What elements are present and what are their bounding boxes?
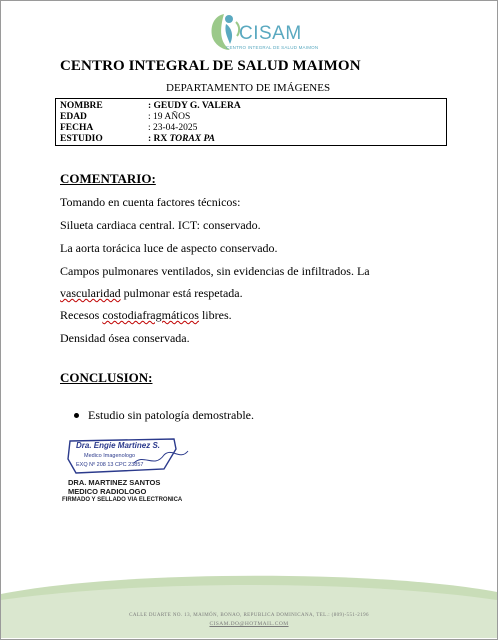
date-label: FECHA <box>60 123 94 133</box>
department-title: DEPARTAMENTO DE IMÁGENES <box>166 82 331 94</box>
age-label: EDAD <box>60 112 87 122</box>
cisam-logo <box>202 10 319 54</box>
footer-address: CALLE DUARTE NO. 13, MAIMÓN, BONAO, REPUBLICA DOMINICANA, TEL.: (809)-551-2196 <box>129 613 369 618</box>
bullet-icon <box>74 413 79 418</box>
name-value: : GEUDY G. VALERA <box>148 101 241 111</box>
study-value-italic: TORAX PA <box>169 134 215 144</box>
logo-subtitle: CENTRO INTEGRAL DE SALUD MAIMON <box>226 45 319 50</box>
stamp-id: EXQ Nº 208 13 CPC 23857 <box>76 462 144 468</box>
stamp-role: Medico Imagenologo <box>84 453 136 459</box>
center-title: CENTRO INTEGRAL DE SALUD MAIMON <box>60 58 361 74</box>
footer-email[interactable]: CISAM.DO@HOTMAIL.COM <box>209 621 289 627</box>
footer-wave <box>1 570 497 638</box>
comment-heading: COMENTARIO: <box>60 171 156 186</box>
logo-text: CISAM <box>239 23 302 44</box>
study-label: ESTUDIO <box>60 134 103 144</box>
name-label: NOMBRE <box>60 101 103 111</box>
patient-info-table <box>55 98 447 146</box>
comment-line: vascularidad pulmonar está respetada. <box>60 286 243 300</box>
comment-line: La aorta torácica luce de aspecto conservado. <box>60 241 278 255</box>
signature-note: FIRMADO Y SELLADO VIA ELECTRONICA <box>62 497 183 503</box>
conclusion-item <box>74 408 254 423</box>
signature-stamp <box>64 435 194 479</box>
signer-title: MEDICO RADIOLOGO <box>68 487 147 496</box>
comment-line: Campos pulmonares ventilados, sin evidencias de infiltrados. La <box>60 264 370 278</box>
spellcheck-word: vascularidad <box>60 286 121 300</box>
date-value: : 23-04-2025 <box>148 123 198 133</box>
study-value <box>148 134 215 145</box>
comment-line: Densidad ósea conservada. <box>60 331 190 345</box>
conclusion-item-text: Estudio sin patología demostrable. <box>88 408 254 422</box>
spellcheck-word: costodiafragmáticos <box>102 308 199 322</box>
conclusion-heading: CONCLUSION: <box>60 370 153 385</box>
study-value-prefix: : RX <box>148 134 170 144</box>
comment-line: Tomando en cuenta factores técnicos: <box>60 195 241 209</box>
comment-line: Recesos costodiafragmáticos libres. <box>60 308 232 322</box>
age-value: : 19 AÑOS <box>148 112 191 122</box>
comment-line: Silueta cardiaca central. ICT: conservado. <box>60 218 261 232</box>
stamp-name: Dra. Engie Martinez S. <box>76 441 161 450</box>
signer-name: DRA. MARTINEZ SANTOS <box>68 478 161 487</box>
